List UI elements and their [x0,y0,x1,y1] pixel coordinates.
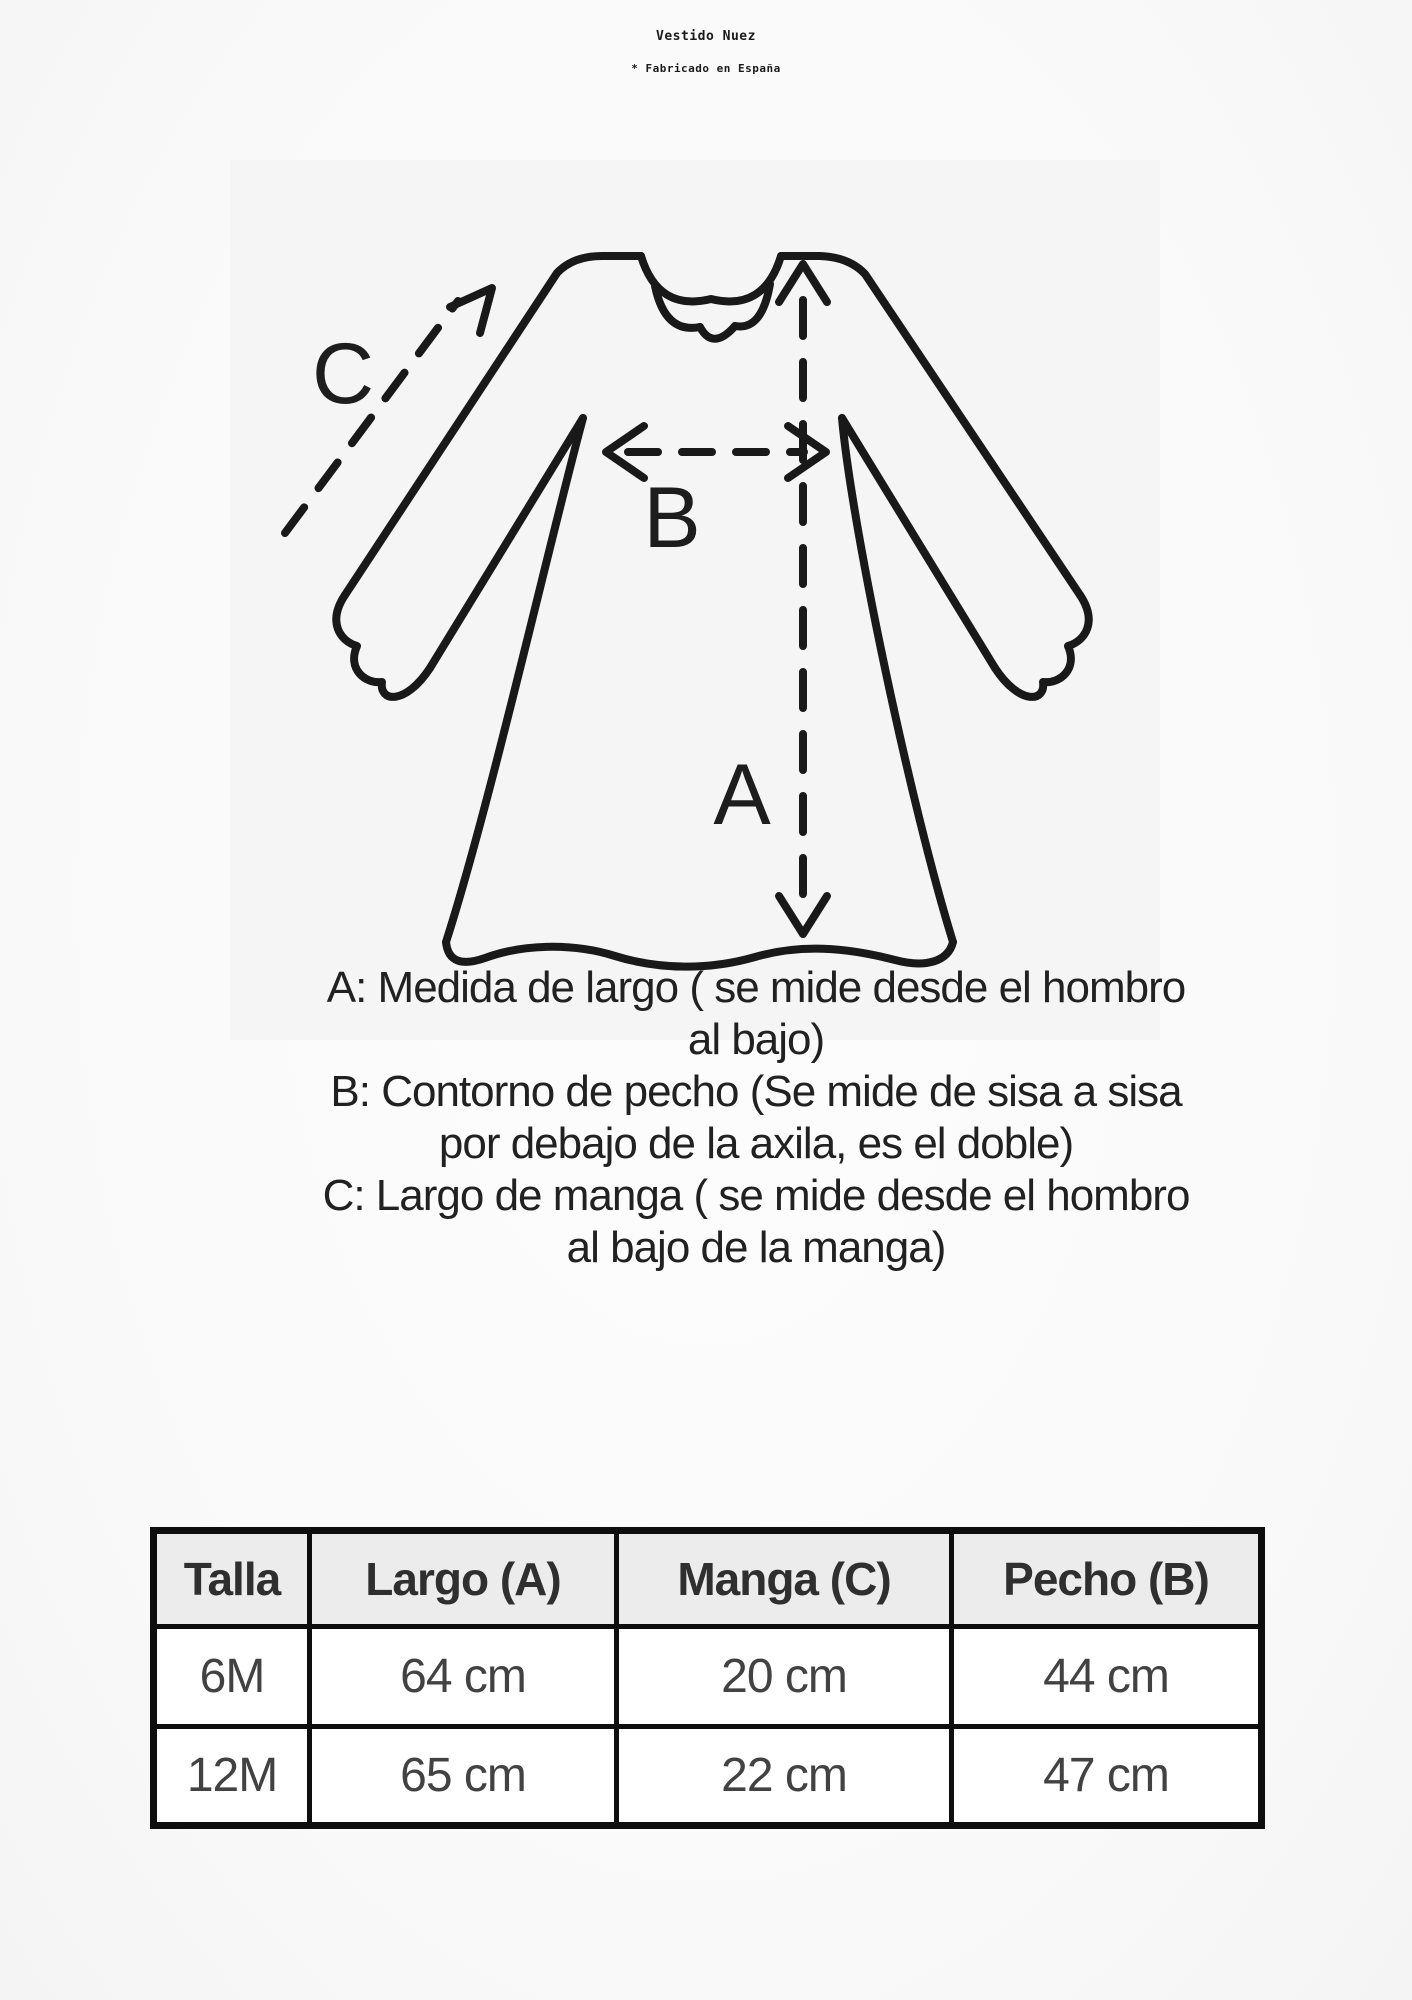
left-sleeve-underside [430,418,583,668]
size-table-header-pecho: Pecho (B) [954,1534,1258,1624]
right-sleeve-underside [842,418,995,668]
size-table [150,1527,1265,1829]
measurement-descriptions [170,962,1342,1274]
right-cuff-scallops [995,595,1089,697]
dress-outline-left-sleeve-top [345,256,641,595]
dress-right-side [842,418,953,942]
scalloped-collar [641,256,781,339]
dress-outline-right-sleeve-top [781,256,1080,595]
table-cell-manga-12m: 22 cm [619,1729,949,1822]
measure-arrow-a [779,264,827,934]
description-b-line1: B: Contorno de pecho (Se mide de sisa a sisa [330,1067,1182,1116]
table-cell-size-6m: 6M [157,1629,307,1724]
description-a-line1: A: Medida de largo ( se mide desde el hombro [326,963,1186,1012]
label-c: C [311,326,375,422]
description-b-line2: por debajo de la axila, es el doble) [438,1119,1074,1168]
table-cell-pecho-12m: 47 cm [954,1729,1258,1822]
description-c-line2: al bajo de la manga) [566,1223,946,1272]
table-cell-pecho-6m: 44 cm [954,1629,1258,1724]
dress-drawing [230,160,1160,1040]
page-title: Vestido Nuez [656,29,756,44]
label-b: B [643,470,701,566]
page-subtitle: * Fabricado en España [631,62,781,75]
dress-left-side [446,418,583,942]
table-cell-manga-6m: 20 cm [619,1629,949,1724]
size-table-header-talla: Talla [157,1534,307,1624]
size-table-header-manga: Manga (C) [619,1534,949,1624]
description-c-line1: C: Largo de manga ( se mide desde el hombro [322,1171,1190,1220]
table-cell-size-12m: 12M [157,1729,307,1822]
size-table-header-largo: Largo (A) [312,1534,614,1624]
label-a: A [713,747,771,843]
table-cell-largo-12m: 65 cm [312,1729,614,1822]
description-a-line2: al bajo) [687,1015,825,1064]
left-cuff-scallops [336,595,430,697]
table-cell-largo-6m: 64 cm [312,1629,614,1724]
measure-arrow-b [606,426,826,478]
dress-diagram [230,160,1160,1040]
